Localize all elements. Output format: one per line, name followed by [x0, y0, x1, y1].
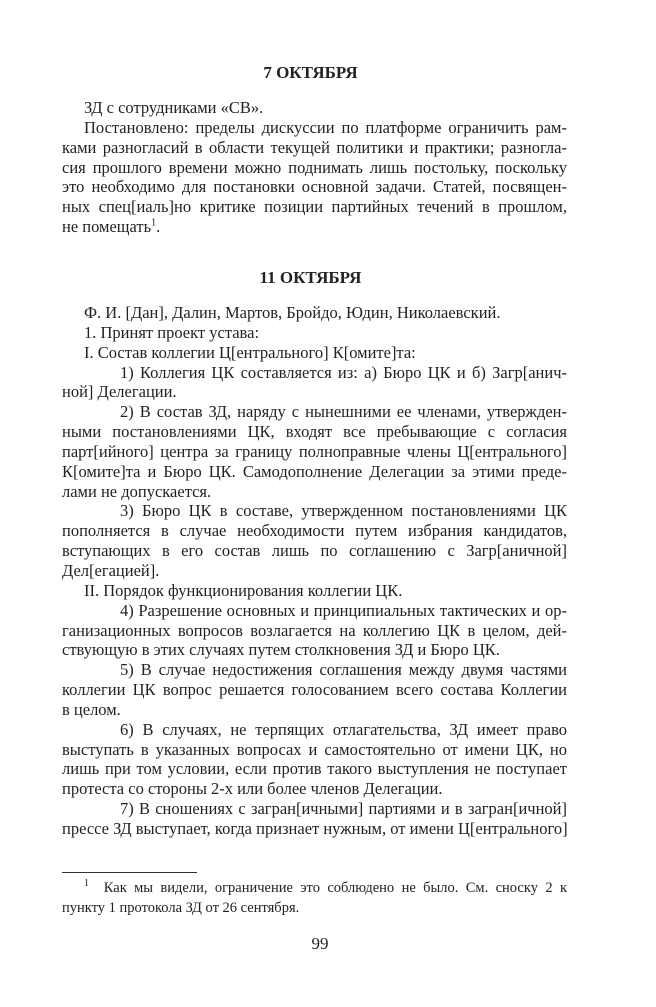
footnote-line: пункту 1 протокола ЗД от 26 сентября.: [62, 900, 300, 916]
text-line: I. Состав коллегии Ц[ентрального] К[омите]та:: [84, 342, 416, 362]
text-line: ной] Делегации.: [62, 382, 177, 402]
text-line: ЗД с сотрудниками «СВ».: [84, 98, 264, 117]
text-line: протеста со стороны 2-х или более членов Делегации.: [62, 779, 443, 799]
text-line: не помещать$^1$.: [62, 217, 161, 237]
text-line: это необходимо для постановки основной задачи. Статей, посвящен-: [62, 177, 567, 197]
text-line: ствующую в этих случаях путем столкновения ЗД и Бюро ЦК.: [62, 640, 500, 660]
text-line: лами не допускается.: [62, 481, 212, 501]
text-line: 1) Коллегия ЦК составляется из: а) Бюро ЦК и б) Загр[анич-: [120, 362, 567, 382]
section-heading: 11 ОКТЯБРЯ: [259, 268, 362, 287]
text-line: ганизационных вопросов возлагается на коллегию ЦК в целом, дей-: [62, 620, 567, 640]
text-line: коллегии ЦК вопрос решается голосованием всего состава Коллегии: [62, 680, 567, 700]
text-line: 7) В сношениях с загран[ичными] партиями и в загран[ичной]: [120, 799, 567, 819]
text-line: Постановлено: пределы дискуссии по платформе ограничить рам-: [84, 117, 567, 137]
footnote-number: 1: [84, 878, 89, 890]
text-line: прессе ЗД выступает, когда признает нужным, от имени Ц[ентрального]: [62, 818, 568, 838]
text-line: 1. Принят проект устава:: [84, 322, 260, 342]
text-line: в целом.: [62, 699, 121, 719]
section-heading: 7 ОКТЯБРЯ: [263, 63, 358, 82]
text-line: парт[ийного] центра за границу полноправные члены Ц[ентрального]: [62, 441, 567, 461]
footnote-line: $^1$ Как мы видели, ограничение это соблюдено не было. См. сноску 2 к: [84, 878, 568, 896]
text-line: 6) В случаях, не терпящих отлагательства, ЗД имеет право: [120, 719, 567, 739]
text-line: ными постановлениями ЦК, входят все пребывающие с согласия: [62, 422, 567, 442]
text-line: Дел[егацией].: [62, 560, 160, 580]
text-line: 2) В состав ЗД, наряду с нынешними ее членами, утвержден-: [120, 402, 567, 422]
text-line: пополняется в случае необходимости путем избрания кандидатов,: [62, 521, 567, 541]
page-number: 99: [311, 934, 329, 953]
text-line: сия прошлого времени можно поднимать лишь постольку, поскольку: [62, 157, 567, 177]
text: не помещать: [62, 217, 152, 237]
section-1-body: [62, 98, 567, 237]
text-line: II. Порядок функционирования коллегии ЦК.: [84, 580, 403, 600]
section-2-body: [62, 303, 567, 839]
text-line: 5) В случае недостижения соглашения между двумя частями: [120, 660, 567, 680]
text-line: ных спец[иаль]но критике позиции партийных течений в прошлом,: [62, 197, 567, 217]
footnote-ref: 1: [151, 217, 157, 229]
text-line: вступающих в его состав лишь по соглашению с Загр[аничной]: [62, 541, 567, 561]
text-line: Ф. И. [Дан], Далин, Мартов, Бройдо, Юдин, Николаевский.: [84, 303, 501, 322]
text-line: 3) Бюро ЦК в составе, утвержденном постановлениями ЦК: [120, 501, 567, 521]
text-line: выступать в указанных вопросах и самостоятельно от имени ЦК, но: [62, 739, 567, 759]
footnote-divider: [62, 872, 197, 873]
text-line: К[омите]та и Бюро ЦК. Самодополнение Делегации за этими преде-: [62, 461, 567, 481]
text-line: 4) Разрешение основных и принципиальных тактических и ор-: [120, 600, 567, 620]
footnote: [62, 878, 567, 918]
text-line: лишь при том условии, если против такого выступления не поступает: [62, 759, 567, 779]
text-line: ками разногласий в области текущей политики и практики; разногла-: [62, 137, 567, 157]
